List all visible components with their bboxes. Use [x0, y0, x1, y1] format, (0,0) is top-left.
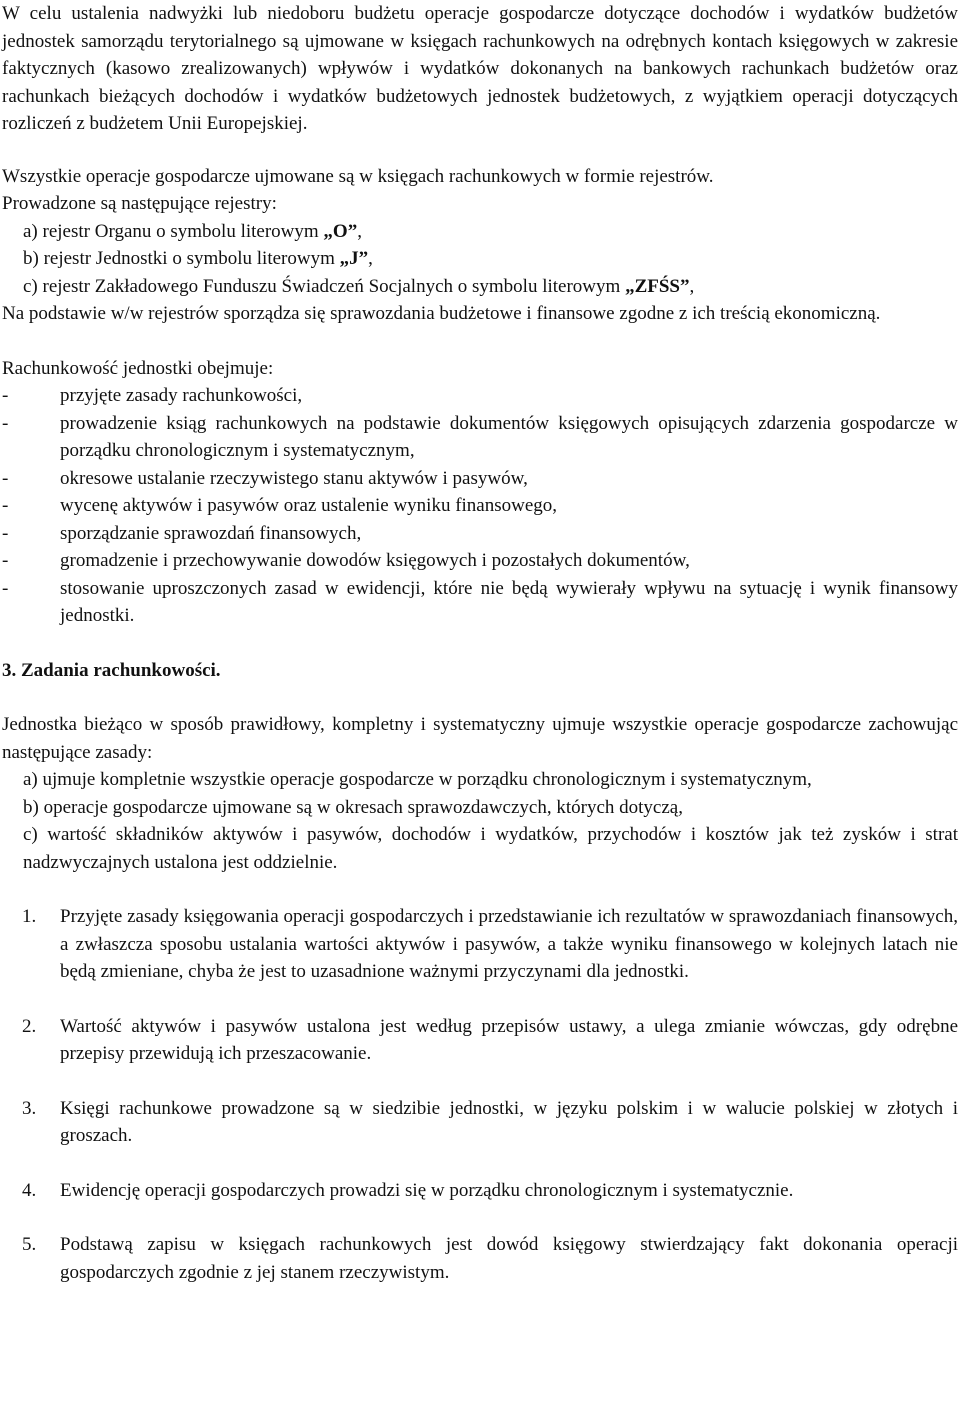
principles-list — [2, 766, 958, 876]
numbered-item: 1. Przyjęte zasady księgowania operacji gospodarczych i przedstawianie ich rezultatów w sprawozdaniach finansowych, a zwłaszcza sposobu ustalania wartości aktywów i pasywów, a także wyniku finansowego w kolejnych latach nie będą zmieniane, chyba że jest to uzasadnione ważnymi przyczynami dla jednostki. — [22, 906, 958, 982]
registers-list-intro: Prowadzone są następujące rejestry: — [2, 193, 277, 214]
numbered-list — [2, 903, 958, 1286]
numbered-item: 5. Podstawą zapisu w księgach rachunkowych jest dowód księgowy stwierdzający fakt dokonania operacji gospodarczych zgodnie z jej stanem rzeczywistym. — [22, 1234, 958, 1283]
section-intro: Jednostka bieżąco w sposób prawidłowy, kompletny i systematyczny ujmuje wszystkie operacje gospodarcze zachowując następujące zasady: — [2, 714, 958, 763]
register-item: b) rejestr Jednostki o symbolu literowym „J”, — [23, 248, 373, 269]
accounting-intro: Rachunkowość jednostki obejmuje: — [2, 357, 274, 379]
register-item: c) rejestr Zakładowego Funduszu Świadczeń Socjalnych o symbolu literowym „ZFŚS”, — [23, 275, 695, 297]
principle-item: c) wartość składników aktywów i pasywów, dochodów i wydatków, przychodów i kosztów jak też zysków i strat nadzwyczajnych ustalona jest oddzielnie. — [23, 824, 958, 873]
register-symbol: „J” — [339, 248, 369, 269]
register-item: a) rejestr Organu o symbolu literowym „O”, — [23, 220, 362, 242]
section-heading: 3. Zadania rachunkowości. — [2, 659, 221, 681]
registers-paragraph: Wszystkie operacje gospodarcze ujmowane są w księgach rachunkowych w formie rejestrów. — [2, 165, 714, 187]
list-item: - prowadzenie ksiąg rachunkowych na podstawie dokumentów księgowych opisujących zdarzenia gospodarcze w porządku chronologicznym i systematycznym, — [2, 412, 958, 461]
registers-closing: Na podstawie w/w rejestrów sporządza się sprawozdania budżetowe i finansowe zgodne z ich treścią ekonomiczną. — [2, 303, 881, 324]
registers-list — [2, 218, 958, 301]
numbered-item: 3. Księgi rachunkowe prowadzone są w siedzibie jednostki, w języku polskim i w walucie polskiej w złotych i groszach. — [22, 1097, 958, 1146]
accounting-list — [2, 382, 958, 630]
list-item: - wycenę aktywów i pasywów oraz ustalenie wyniku finansowego, — [2, 495, 558, 516]
list-item: - okresowe ustalanie rzeczywistego stanu aktywów i pasywów, — [2, 467, 528, 489]
list-item: - stosowanie uproszczonych zasad w ewidencji, które nie będą wywierały wpływu na sytuację i wynik finansowy jednostki. — [2, 577, 958, 626]
principle-item: b) operacje gospodarcze ujmowane są w okresach sprawozdawczych, których dotyczą, — [23, 796, 683, 818]
numbered-item: 4. Ewidencję operacji gospodarczych prowadzi się w porządku chronologicznym i systematycznie. — [22, 1179, 794, 1201]
list-item: - gromadzenie i przechowywanie dowodów księgowych i pozostałych dokumentów, — [2, 550, 690, 571]
list-item: - przyjęte zasady rachunkowości, — [2, 385, 303, 406]
numbered-item: 2. Wartość aktywów i pasywów ustalona jest według przepisów ustawy, a ulega zmianie wówczas, gdy odrębne przepisy przewidują ich przeszacowanie. — [22, 1015, 958, 1064]
register-symbol: „O” — [323, 220, 358, 242]
intro-paragraph: W celu ustalenia nadwyżki lub niedoboru budżetu operacje gospodarcze dotyczące dochodów i wydatków budżetów jednostek samorządu terytorialnego są ujmowane w księgach rachunkowych na odrębnych kontach księgowych w zakresie faktycznych (kasowo zrealizowanych) wpływów i wydatków dokonanych na bankowych rachunkach budżetów oraz rachunkach bieżących dochodów i wydatków budżetowych jednostek budżetowych, z wyjątkiem operacji dotyczących rozliczeń z budżetem Unii Europejskiej. — [2, 3, 958, 134]
list-item: - sporządzanie sprawozdań finansowych, — [2, 522, 362, 544]
register-symbol: „ZFŚS” — [625, 275, 690, 297]
principle-item: a) ujmuje kompletnie wszystkie operacje gospodarcze w porządku chronologicznym i systematycznym, — [23, 769, 812, 790]
